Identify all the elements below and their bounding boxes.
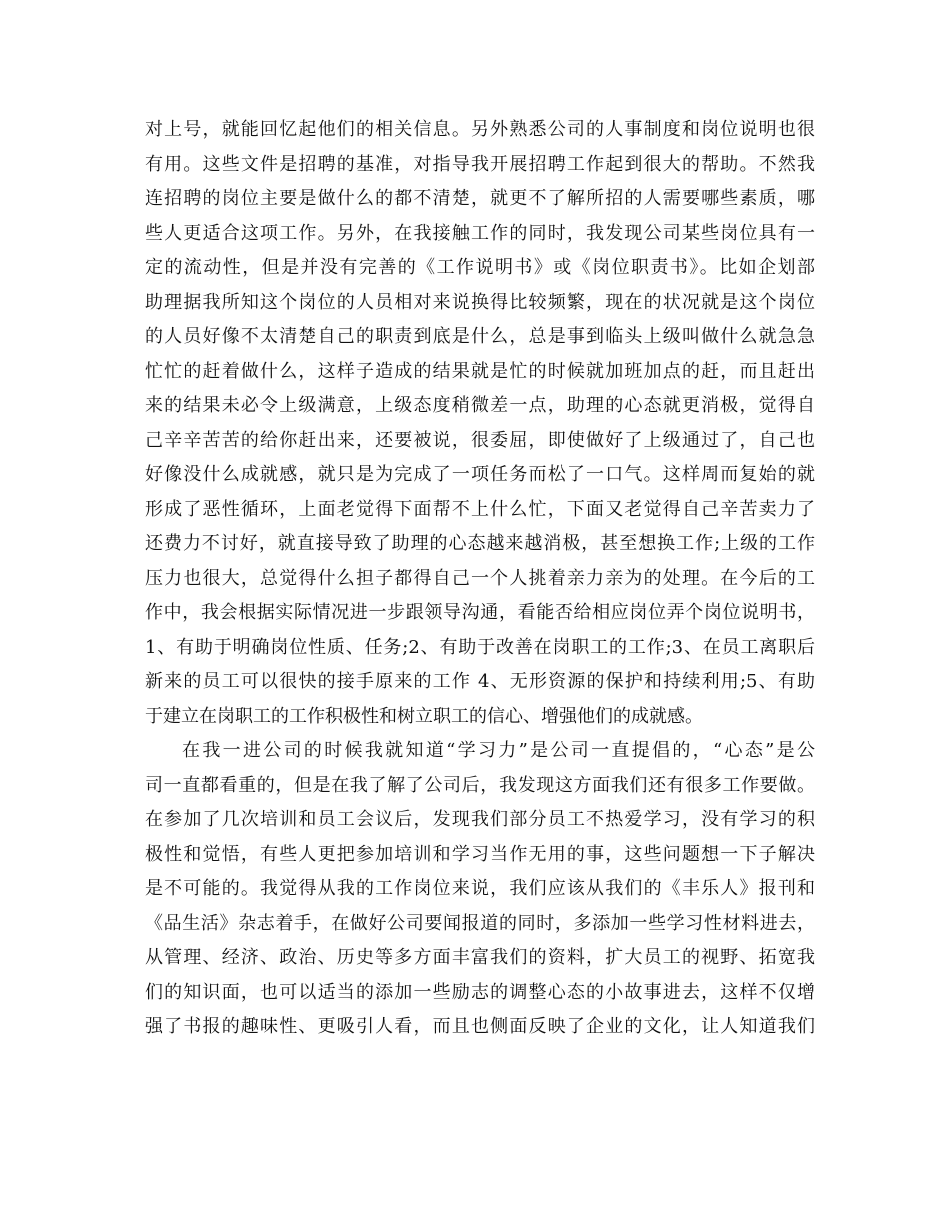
text-line: 1、有助于明确岗位性质、任务;2、有助于改善在岗职工的工作;3、在员工离职后 <box>145 636 815 658</box>
text-line: 是不可能的。我觉得从我的工作岗位来说，我们应该从我们的《丰乐人》报刊和 <box>145 878 815 899</box>
text-line: 压力也很大，总觉得什么担子都得自己一个人挑着亲力亲为的处理。在今后的工 <box>145 567 815 589</box>
text-line: 在参加了几次培训和员工会议后，发现我们部分员工不热爱学习，没有学习的积 <box>145 809 815 830</box>
text-line: 于建立在岗职工的工作积极性和树立职工的信心、增强他们的成就感。 <box>145 705 703 727</box>
text-line: 忙忙的赶着做什么，这样子造成的结果就是忙的时候就加班加点的赶，而且赶出 <box>145 360 815 382</box>
text-line: 连招聘的岗位主要是做什么的都不清楚，就更不了解所招的人需要哪些素质，哪 <box>145 188 815 209</box>
text-line: 作中，我会根据实际情况进一步跟领导沟通，看能否给相应岗位弄个岗位说明书， <box>145 602 815 623</box>
text-line: 还费力不讨好，就直接导致了助理的心态越来越消极，甚至想换工作;上级的工作 <box>145 533 815 554</box>
text-line: 助理据我所知这个岗位的人员相对来说换得比较频繁，现在的状况就是这个岗位 <box>145 291 815 313</box>
text-line: 定的流动性，但是并没有完善的《工作说明书》或《岗位职责书》。比如企划部 <box>145 257 815 278</box>
paragraph-1 <box>145 113 815 734</box>
text-line: 形成了恶性循环，上面老觉得下面帮不上什么忙，下面又老觉得自己辛苦卖力了 <box>145 498 815 520</box>
text-line: 来的结果未必令上级满意，上级态度稍微差一点，助理的心态就更消极，觉得自 <box>145 395 815 416</box>
text-line: 强了书报的趣味性、更吸引人看，而且也侧面反映了企业的文化，让人知道我们 <box>145 1016 815 1037</box>
document-body <box>145 113 815 1045</box>
paragraph-2 <box>145 734 815 1045</box>
text-line: 己辛辛苦苦的给你赶出来，还要被说，很委屈，即使做好了上级通过了，自己也 <box>145 429 815 451</box>
text-line: 们的知识面，也可以适当的添加一些励志的调整心态的小故事进去，这样不仅增 <box>145 981 815 1003</box>
text-line: 些人更适合这项工作。另外，在我接触工作的同时，我发现公司某些岗位具有一 <box>145 222 815 244</box>
text-line: 《品生活》杂志着手，在做好公司要闻报道的同时，多添加一些学习性材料进去， <box>145 912 815 934</box>
text-line: 的人员好像不太清楚自己的职责到底是什么，总是事到临头上级叫做什么就急急 <box>145 326 815 347</box>
text-line: 司一直都看重的，但是在我了解了公司后，我发现这方面我们还有很多工作要做。 <box>145 774 815 796</box>
text-line: 新来的员工可以很快的接手原来的工作 4、无形资源的保护和持续利用;5、有助 <box>145 671 815 692</box>
text-line: 极性和觉悟，有些人更把参加培训和学习当作无用的事，这些问题想一下子解决 <box>145 843 815 865</box>
text-line: 好像没什么成就感，就只是为完成了一项任务而松了一口气。这样周而复始的就 <box>145 464 815 485</box>
text-line: 从管理、经济、政治、历史等多方面丰富我们的资料，扩大员工的视野、拓宽我 <box>145 947 815 968</box>
text-line: 在我一进公司的时候我就知道“学习力”是公司一直提倡的，“心态”是公 <box>182 740 815 761</box>
text-line: 对上号，就能回忆起他们的相关信息。另外熟悉公司的人事制度和岗位说明也很 <box>145 119 815 140</box>
text-line: 有用。这些文件是招聘的基准，对指导我开展招聘工作起到很大的帮助。不然我 <box>145 153 815 175</box>
